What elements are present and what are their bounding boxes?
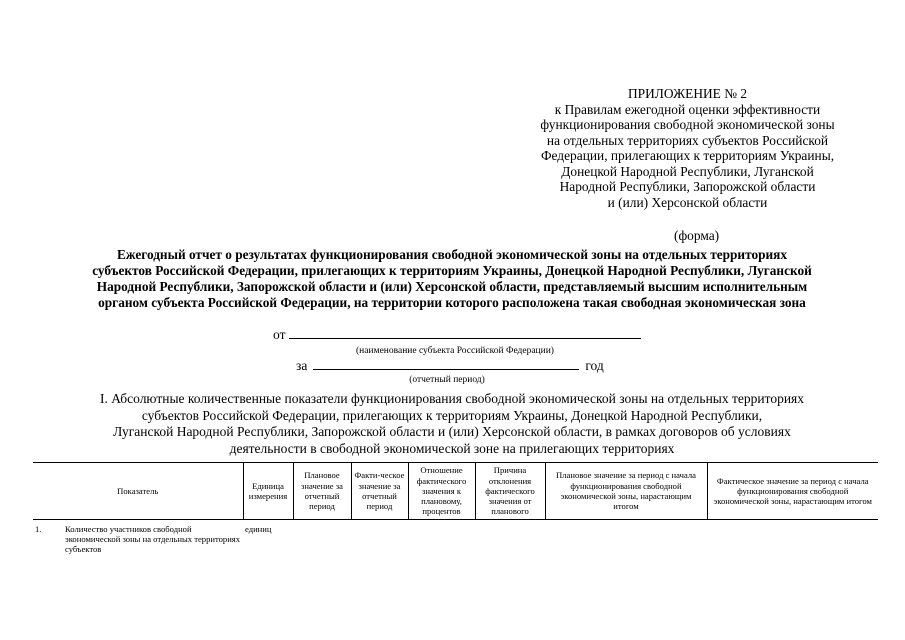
header-planned-cumulative: Плановое значение за период с начала функционирования свободной экономической зоны, нарастающим итогом [545, 463, 707, 520]
row-ratio[interactable] [408, 520, 475, 555]
header-unit: Единица измерения [243, 463, 293, 520]
report-title-line: Ежегодный отчет о результатах функционирования свободной экономической зоны на отдельных территориях [117, 247, 787, 262]
section-title-line: деятельности в свободной экономической зоне на прилегающих территориях [229, 440, 675, 456]
row-planned-period[interactable] [293, 520, 351, 555]
report-title [18, 247, 886, 311]
period-input[interactable] [313, 356, 579, 370]
header-deviation-reason: Причина отклонения фактического значения от планового [475, 463, 545, 520]
subject-name-field[interactable] [289, 325, 641, 339]
report-title-line: субъектов Российской Федерации, прилегающих к территориям Украины, Донецкой Народной Республики, Луганской [92, 263, 812, 278]
appendix-line: и (или) Херсонской области [607, 194, 768, 210]
row-planned-cumulative[interactable] [545, 520, 707, 555]
header-actual-cumulative: Фактическое значение за период с начала функционирования свободной экономической зоны, нарастающим итогом [707, 463, 878, 520]
indicators-table [33, 462, 878, 554]
from-field [273, 325, 641, 343]
subject-name-caption: (наименование субъекта Российской Федерации) [356, 346, 554, 356]
appendix-line: функционирования свободной экономической зоны [540, 117, 835, 132]
row-deviation-reason[interactable] [475, 520, 545, 555]
section-title-line: субъектов Российской Федерации, прилегающих к территориям Украины, Донецкой Народной Республики, [141, 407, 763, 423]
appendix-line: Федерации, прилегающих к территориям Украины, [540, 148, 835, 163]
appendix-line: к Правилам ежегодной оценки эффективности [554, 101, 821, 117]
period-prefix: за [296, 358, 308, 373]
section-title-line: I. Абсолютные количественные показатели функционирования свободной экономической зоны на отдельных территориях [99, 391, 805, 406]
report-title-line: органом субъекта Российской Федерации, на территории которого расположена такая свободная экономическая зона [98, 295, 806, 310]
report-title-line: Народной Республики, Запорожской области и (или) Херсонской области, представляемый высшим исполнительным [96, 279, 808, 294]
row-number: 1. [35, 524, 42, 534]
appendix-header [520, 86, 905, 210]
section-title-line: Луганской Народной Республики, Запорожской области и (или) Херсонской области, в рамках договоров об условиях [113, 424, 791, 439]
appendix-line: Донецкой Народной Республики, Луганской [561, 163, 814, 179]
row-actual-period[interactable] [351, 520, 408, 555]
table-header-row [33, 463, 878, 520]
section-title [18, 391, 886, 457]
appendix-line: Народной Республики, Запорожской области [559, 179, 816, 194]
appendix-title: ПРИЛОЖЕНИЕ № 2 [627, 86, 748, 101]
from-label: от [273, 327, 286, 342]
appendix-line: на отдельных территориях субъектов Российской [546, 132, 829, 148]
header-indicator: Показатель [117, 485, 159, 496]
header-planned-period: Плановое значение за отчетный период [293, 463, 351, 520]
row-unit: единиц [245, 524, 272, 534]
table-row [33, 520, 878, 555]
row-actual-cumulative[interactable] [707, 520, 878, 555]
row-indicator-cell [33, 520, 243, 555]
header-ratio: Отношение фактического значения к плановому, процентов [408, 463, 475, 520]
header-actual-period: Факти-ческое значение за отчетный период [351, 463, 408, 520]
period-suffix: год [585, 358, 604, 373]
period-caption: (отчетный период) [409, 375, 485, 385]
period-field [296, 356, 604, 374]
row-indicator: Количество участников свободной экономической зоны на отдельных территориях субъектов [65, 524, 241, 554]
form-label: (форма) [674, 228, 720, 243]
